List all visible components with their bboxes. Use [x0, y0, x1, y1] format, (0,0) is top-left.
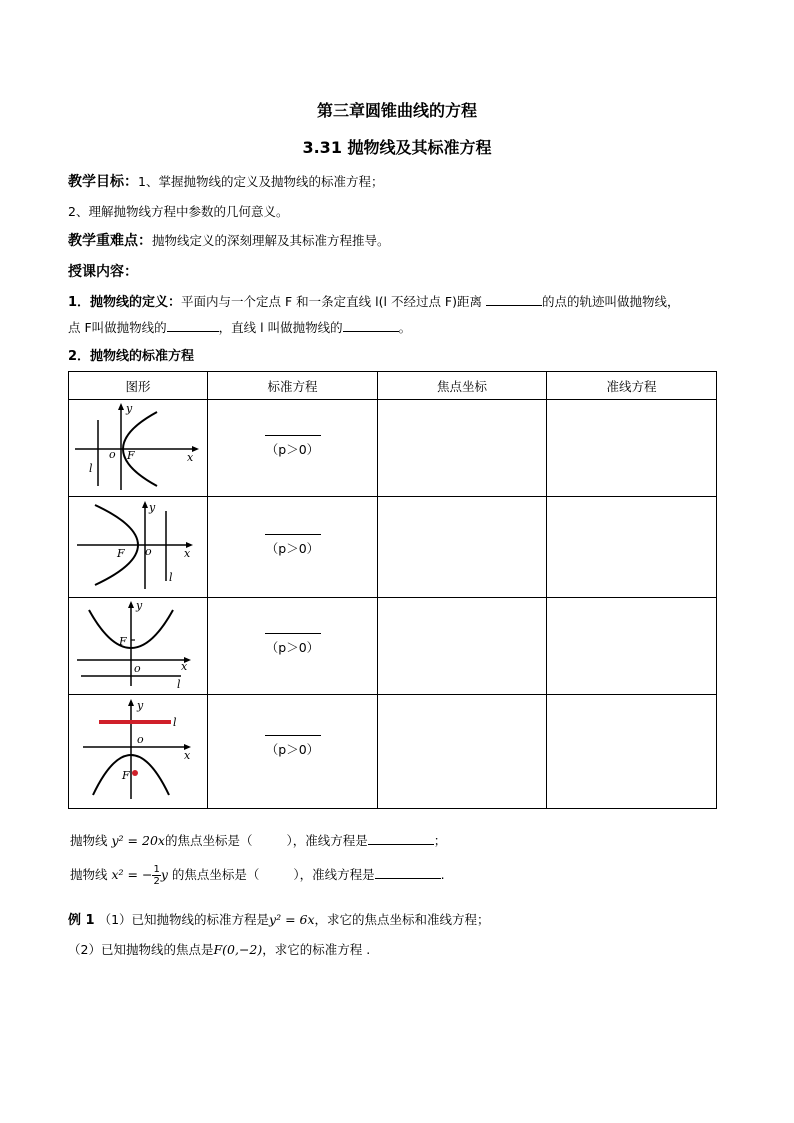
- q2-end: .: [440, 867, 445, 882]
- x-axis-label: x: [187, 451, 194, 464]
- example-part2-text-b: ，求它的标准方程 .: [262, 942, 371, 957]
- definition-line2-a: 点 F叫做抛物线的: [68, 320, 167, 335]
- standard-eq-blank: [265, 735, 321, 736]
- directrix-cell: [547, 400, 717, 497]
- y-axis-label: y: [126, 402, 133, 415]
- objectives-label: 教学目标：: [68, 174, 138, 190]
- focus-cell: [378, 400, 547, 497]
- definition-line-1: [68, 291, 680, 310]
- example-label: 例 1: [68, 913, 95, 928]
- example-part1-equation: y² = 6x: [269, 912, 315, 927]
- example-1-part-1: [68, 909, 490, 928]
- header-directrix: 准线方程: [547, 372, 717, 400]
- p-condition: （p＞0）: [265, 541, 320, 556]
- key-points-label: 教学重难点：: [68, 233, 152, 249]
- header-standard-eq: 标准方程: [208, 372, 378, 400]
- q1-mid: 的焦点坐标是（: [164, 833, 253, 848]
- parabola-opening-right-icon: [69, 400, 206, 493]
- table-row: [69, 598, 717, 695]
- example-1-part-2: [68, 940, 370, 958]
- origin-label: o: [109, 448, 116, 461]
- origin-label: o: [134, 662, 141, 675]
- definition-line-2: [68, 318, 411, 336]
- parabola-opening-up-icon: [69, 598, 206, 691]
- directrix-label: l: [169, 571, 173, 584]
- p-condition: （p＞0）: [265, 640, 320, 655]
- q2-paren-close: ），准线方程是: [293, 867, 375, 882]
- standard-eq-cell: [208, 497, 378, 598]
- figure-cell: [69, 497, 208, 598]
- example-part1-text-a: （1）已知抛物线的标准方程是: [98, 912, 270, 927]
- q2-equation-lhs: x² = −: [111, 867, 153, 882]
- focus-label: F: [119, 635, 127, 648]
- q2-fraction-numerator: 1: [153, 864, 160, 875]
- q2-prefix: 抛物线: [70, 867, 108, 882]
- content-label: 授课内容：: [68, 264, 138, 280]
- directrix-label: l: [89, 462, 93, 475]
- standard-eq-heading: 2．抛物线的标准方程: [68, 349, 195, 364]
- key-points-line: [68, 230, 390, 250]
- q2-equation-rhs: y: [160, 867, 168, 882]
- definition-text-a: 平面内与一个定点 F 和一条定直线 l(l 不经过点 F)距离: [181, 294, 482, 309]
- x-axis-label: x: [181, 660, 188, 673]
- definition-blank-directrix: [343, 319, 399, 332]
- parabola-opening-left-icon: [69, 497, 206, 594]
- figure-cell: [69, 598, 208, 695]
- objective-2: 2、理解抛物线方程中参数的几何意义。: [68, 204, 289, 219]
- definition-line2-b: ，直线 l 叫做抛物线的: [218, 320, 343, 335]
- definition-blank-distance: [486, 293, 542, 306]
- q2-fraction-denominator: 2: [153, 876, 160, 887]
- q1-equation: y² = 20x: [111, 833, 165, 848]
- objective-1: 1、掌握抛物线的定义及抛物线的标准方程；: [138, 174, 384, 189]
- q1-prefix: 抛物线: [70, 833, 108, 848]
- standard-eq-cell: [208, 695, 378, 809]
- definition-line2-c: 。: [398, 320, 412, 335]
- example-part1-text-b: ，求它的焦点坐标和准线方程；: [314, 912, 490, 927]
- origin-label: o: [145, 545, 152, 558]
- objectives-line: [68, 171, 383, 191]
- directrix-cell: [547, 598, 717, 695]
- q1-directrix-blank: [368, 832, 434, 845]
- section-title: 3.31 抛物线及其标准方程: [302, 138, 492, 157]
- focus-cell: [378, 695, 547, 809]
- directrix-label: l: [177, 678, 181, 691]
- x-axis-label: x: [184, 749, 191, 762]
- table-row: [69, 497, 717, 598]
- question-1: [70, 831, 446, 849]
- definition-label: 1．抛物线的定义：: [68, 295, 182, 310]
- q1-paren-close: ），准线方程是: [286, 833, 368, 848]
- standard-equation-table: [68, 371, 717, 809]
- header-focus: 焦点坐标: [378, 372, 547, 400]
- standard-eq-blank: [265, 435, 321, 436]
- directrix-cell: [547, 695, 717, 809]
- example-part2-equation: F(0,−2): [213, 942, 263, 957]
- standard-eq-blank: [265, 534, 321, 535]
- figure-cell: [69, 400, 208, 497]
- table-header-row: [69, 372, 717, 400]
- x-axis-label: x: [184, 547, 191, 560]
- table-row: [69, 400, 717, 497]
- origin-label: o: [137, 733, 144, 746]
- question-2: [70, 864, 445, 887]
- table-row: [69, 695, 717, 809]
- directrix-label: l: [173, 716, 177, 729]
- header-figure: 图形: [69, 372, 208, 400]
- standard-eq-cell: [208, 400, 378, 497]
- focus-cell: [378, 497, 547, 598]
- focus-label: F: [122, 769, 130, 782]
- figure-cell: [69, 695, 208, 809]
- q2-fraction: [152, 864, 160, 887]
- q2-directrix-blank: [375, 866, 441, 879]
- q2-mid: 的焦点坐标是（: [171, 867, 260, 882]
- definition-text-b: 的点的轨迹叫做抛物线，: [541, 294, 680, 309]
- directrix-cell: [547, 497, 717, 598]
- focus-label: F: [117, 547, 125, 560]
- parabola-opening-down-icon: [69, 695, 206, 805]
- focus-label: F: [127, 449, 135, 462]
- key-points-text: 抛物线定义的深刻理解及其标准方程推导。: [152, 233, 390, 248]
- standard-eq-cell: [208, 598, 378, 695]
- chapter-title: 第三章圆锥曲线的方程: [316, 101, 477, 120]
- focus-cell: [378, 598, 547, 695]
- definition-blank-focus: [167, 319, 219, 332]
- standard-eq-blank: [265, 633, 321, 634]
- example-part2-text-a: （2）已知抛物线的焦点是: [68, 942, 214, 957]
- p-condition: （p＞0）: [265, 742, 320, 757]
- p-condition: （p＞0）: [265, 442, 320, 457]
- q1-end: ；: [433, 833, 447, 848]
- y-axis-label: y: [136, 599, 143, 612]
- y-axis-label: y: [149, 501, 156, 514]
- y-axis-label: y: [137, 699, 144, 712]
